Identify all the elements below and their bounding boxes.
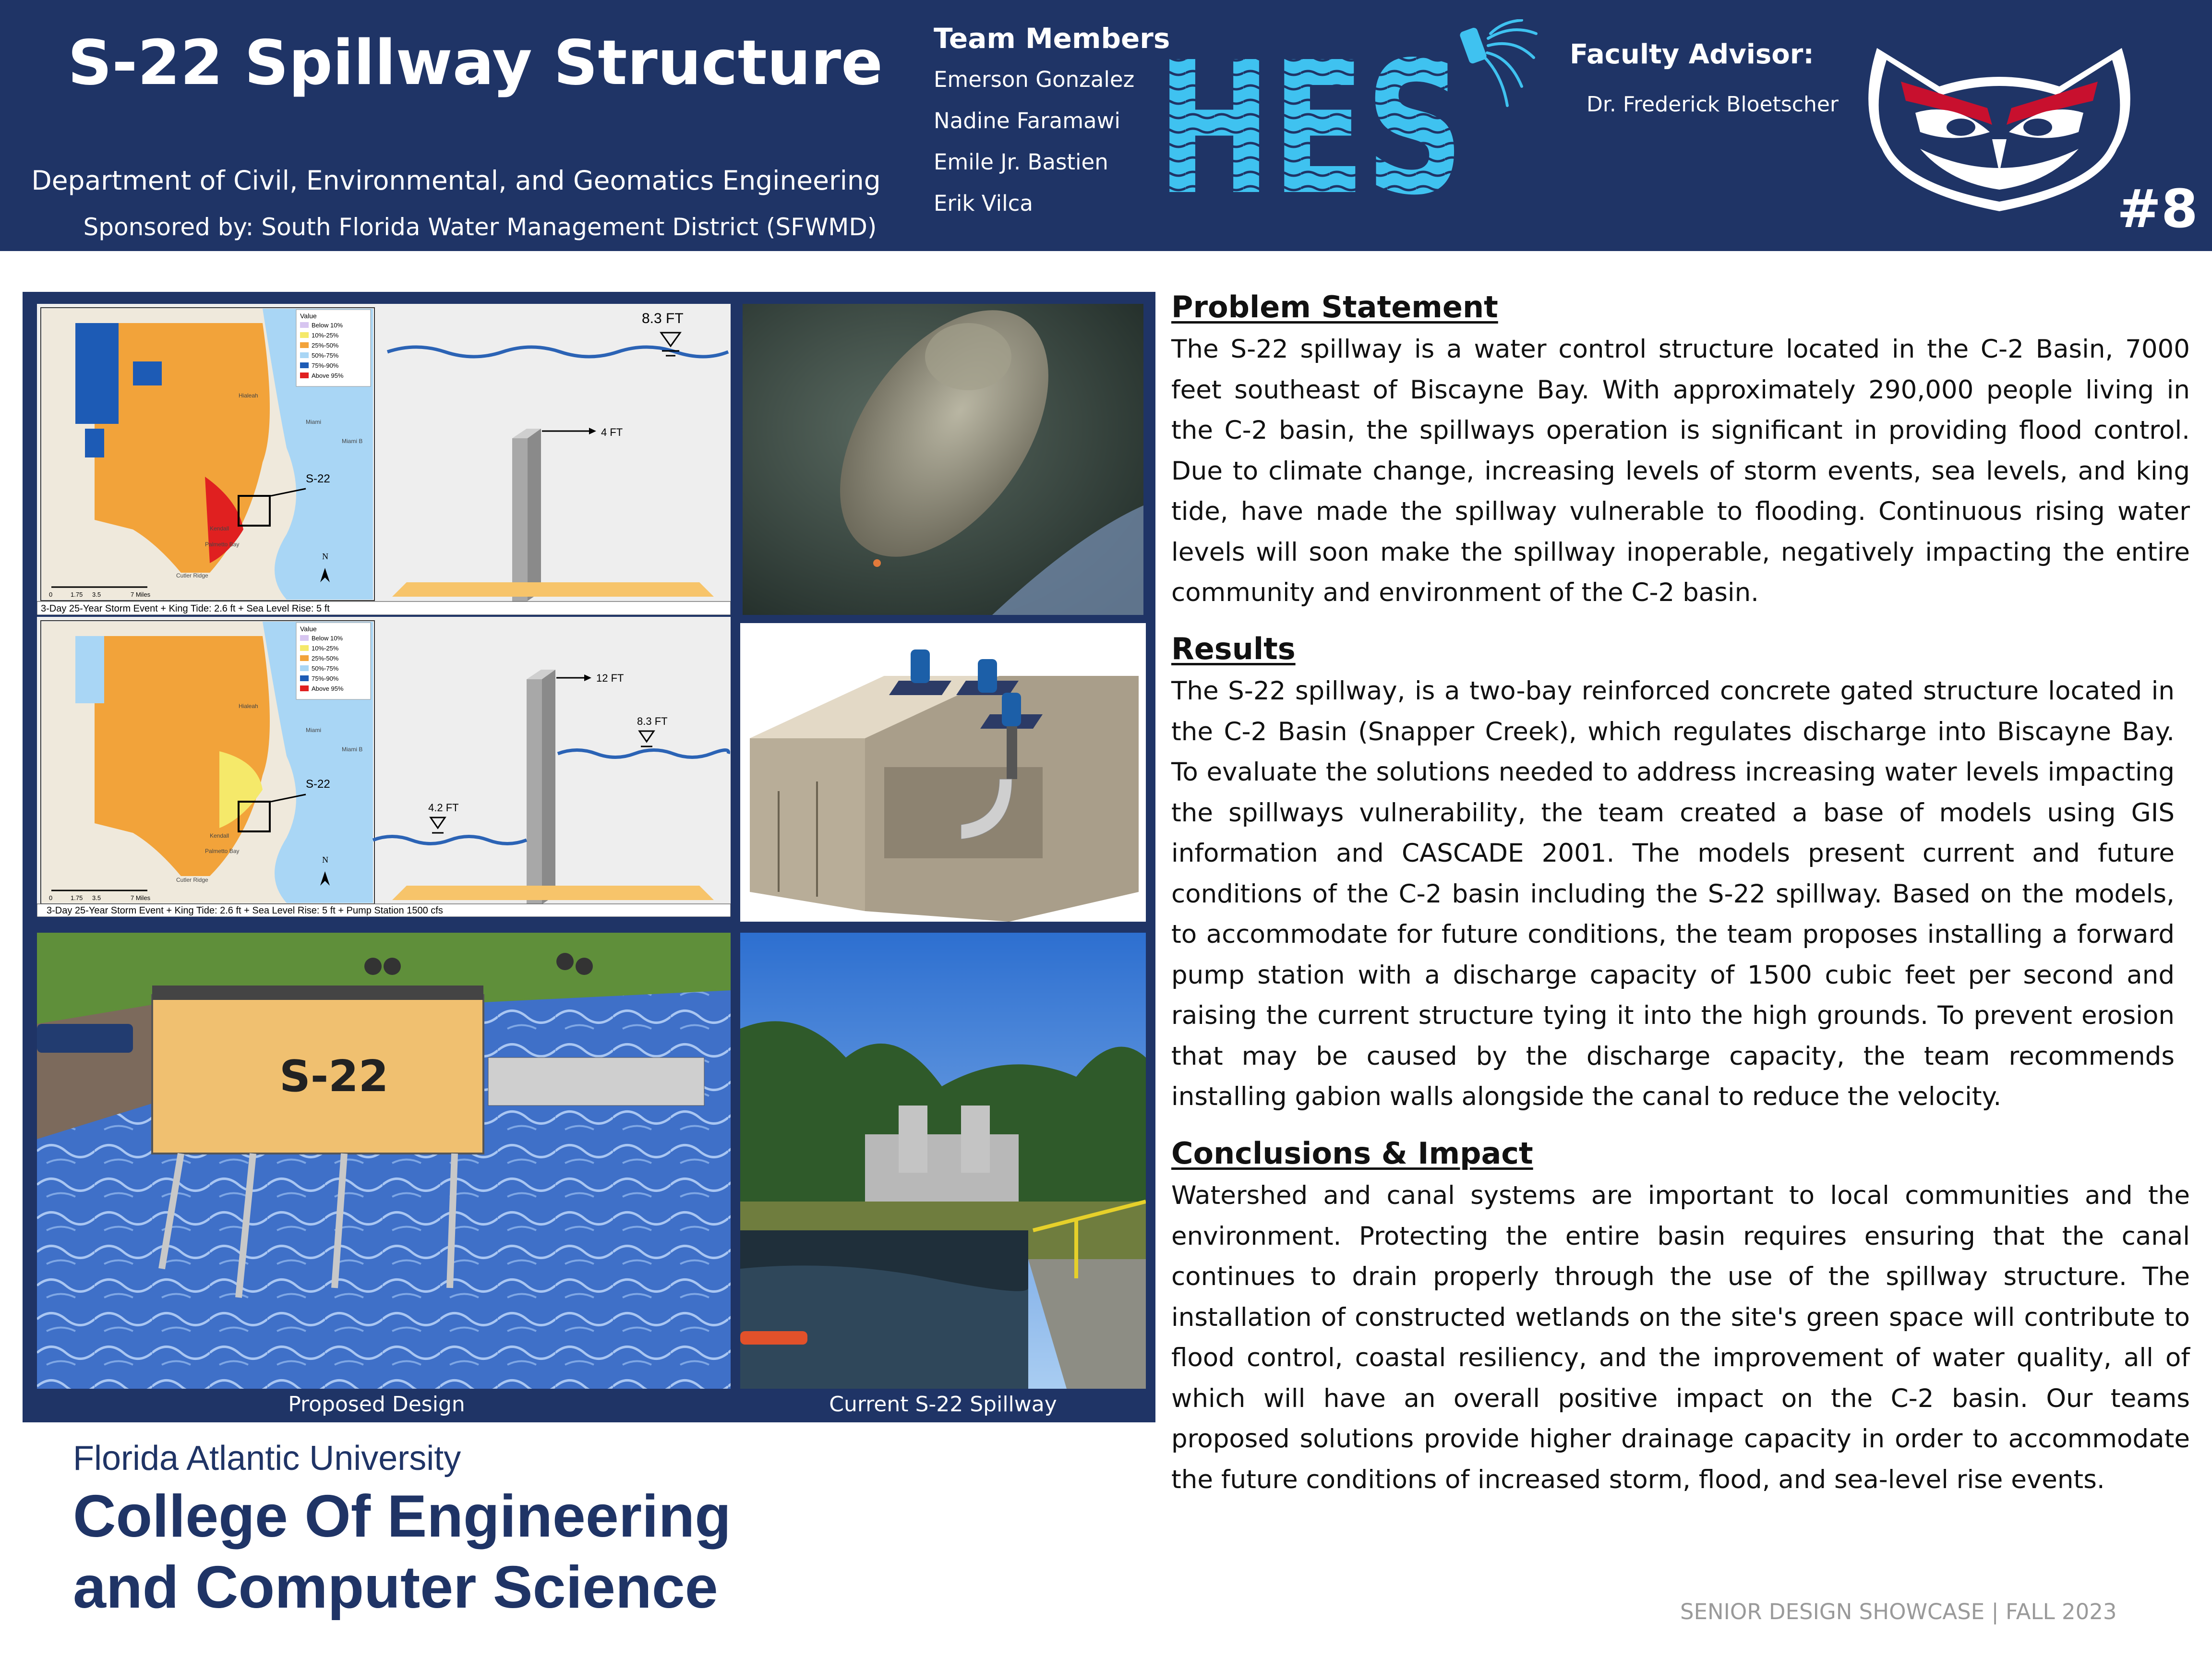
pump-icon — [1002, 693, 1021, 726]
university-name: Florida Atlantic University — [73, 1439, 461, 1478]
team-member: Emerson Gonzalez — [934, 67, 1135, 92]
proposed-design-rendering — [37, 933, 731, 1389]
north-label: N — [322, 855, 328, 865]
faculty-advisor-name: Dr. Frederick Bloetscher — [1587, 92, 1839, 117]
flood-map-current — [37, 304, 731, 615]
place-label: Kendall — [210, 525, 229, 532]
team-member: Erik Vilca — [934, 191, 1033, 216]
map-legend — [296, 623, 371, 699]
pump-icon — [911, 649, 930, 683]
problem-statement-heading: Problem Statement — [1171, 289, 1498, 325]
legend-item: Below 10% — [312, 635, 343, 642]
place-label: Miami B — [342, 746, 363, 753]
college-name — [73, 1481, 841, 1623]
place-label: Palmetto Bay — [205, 541, 240, 548]
caption-current-spillway: Current S-22 Spillway — [829, 1392, 1057, 1417]
legend-item: 25%-50% — [312, 342, 339, 349]
place-label: Hialeah — [239, 703, 258, 709]
map-caption: 3-Day 25-Year Storm Event + King Tide: 2.6 ft + Sea Level Rise: 5 ft + Pump Station 1500 cfs — [47, 905, 443, 916]
legend-item: 50%-75% — [312, 665, 339, 672]
water-elevation-label: 8.3 FT — [637, 715, 668, 727]
place-label: Kendall — [210, 832, 229, 839]
problem-statement-section — [1171, 288, 2190, 613]
conclusions-section — [1171, 1134, 2190, 1500]
legend-title: Value — [300, 312, 317, 320]
scale-label: 3.5 — [92, 591, 101, 598]
scale-label: 7 Miles — [131, 591, 151, 598]
legend-item: 25%-50% — [312, 655, 339, 662]
legend-item: Below 10% — [312, 322, 343, 329]
legend-title: Value — [300, 625, 317, 633]
owl-logo-icon — [1848, 29, 2151, 221]
place-label: Cutler Ridge — [176, 572, 208, 579]
logo-text: HES — [1157, 23, 1464, 202]
flood-map-proposed — [37, 617, 731, 917]
team-member: Emile Jr. Bastien — [934, 149, 1108, 175]
legend-item: 10%-25% — [312, 645, 339, 652]
place-label: Hialeah — [239, 392, 258, 399]
faculty-advisor-heading: Faculty Advisor: — [1570, 39, 1814, 70]
college-name-line: College Of Engineering — [73, 1483, 732, 1550]
figure-panel — [23, 292, 1155, 1422]
truck-icon — [37, 1024, 133, 1053]
conclusions-body: Watershed and canal systems are important to local communities and the environment. Protecting the entire basin requires ensuring that the canal continues to drain properly through the use of the spillway structure. The installation of constructed wetlands on the site's green space will contribute to flood control, coastal resiliency, and the improvement of water quality, all of which will have an overall positive impact on the C-2 basin. Our teams proposed solutions provide higher drainage capacity in order to accommodate the future conditions of increased storm, flood, and sea-level rise events. — [1171, 1181, 2190, 1494]
manatee-photo — [743, 304, 1143, 615]
legend-item: 75%-90% — [312, 675, 339, 682]
map-caption: 3-Day 25-Year Storm Event + King Tide: 2.6 ft + Sea Level Rise: 5 ft — [41, 603, 330, 614]
legend-item: 50%-75% — [312, 352, 339, 359]
hes-logo — [1157, 19, 1541, 202]
north-label: N — [322, 552, 328, 561]
legend-item: 75%-90% — [312, 362, 339, 369]
results-heading: Results — [1171, 631, 1296, 666]
scale-label: 1.75 — [71, 591, 83, 598]
water-elevation-label: 4.2 FT — [428, 802, 459, 814]
department-name: Department of Civil, Environmental, and Geomatics Engineering — [31, 165, 881, 196]
scale-label: 3.5 — [92, 894, 101, 902]
team-members-list — [934, 62, 1134, 228]
boom-buoy-icon — [740, 1331, 807, 1345]
wall-height-label: 12 FT — [596, 672, 624, 684]
team-member: Nadine Faramawi — [934, 108, 1120, 133]
legend-item: 10%-25% — [312, 332, 339, 339]
wall-height-label: 4 FT — [601, 426, 623, 438]
s22-map-label: S-22 — [306, 778, 330, 791]
results-section — [1171, 630, 2175, 1118]
structure-sign: S-22 — [279, 1051, 389, 1102]
scale-label: 0 — [49, 894, 53, 902]
problem-statement-body: The S-22 spillway is a water control structure located in the C-2 Basin, 7000 feet southeast of Biscayne Bay. With approximately 290,000 people living in the C-2 basin, the spillways operation is significant in providing flood control. Due to climate change, increasing levels of storm events, sea levels, and king tide, have made the spillway vulnerable to flooding. Continuous rising water levels will soon make the spillway inoperable, negatively impacting the entire community and environment of the C-2 basin. — [1171, 335, 2190, 607]
poster-header — [0, 0, 2212, 251]
legend-item: Above 95% — [312, 372, 344, 379]
water-spray-icon — [1459, 20, 1536, 106]
scale-label: 7 Miles — [131, 894, 151, 902]
sponsor-line: Sponsored by: South Florida Water Management District (SFWMD) — [83, 213, 877, 241]
scale-label: 0 — [49, 591, 53, 598]
place-label: Miami — [306, 727, 321, 733]
place-label: Cutler Ridge — [176, 877, 208, 883]
conclusions-heading: Conclusions & Impact — [1171, 1136, 1533, 1171]
map-legend — [296, 310, 371, 386]
place-label: Miami B — [342, 438, 363, 445]
place-label: Miami — [306, 419, 321, 425]
project-number: #8 — [2117, 178, 2198, 240]
s22-map-label: S-22 — [306, 472, 330, 485]
caption-proposed-design: Proposed Design — [288, 1392, 465, 1417]
pump-station-cad-model — [740, 623, 1146, 922]
scale-label: 1.75 — [71, 894, 83, 902]
poster-title: S-22 Spillway Structure — [68, 27, 883, 99]
results-body: The S-22 spillway, is a two-bay reinforced concrete gated structure located in the C-2 Basin (Snapper Creek), which regulates discharge into Biscayne Bay. To evaluate the solutions needed to address increasing water levels impacting the spillways vulnerability, the team created a base of models using GIS information and CASCADE 2001. The models present current and future conditions of the C-2 basin including the S-22 spillway. Based on the models, to accommodate for future conditions, the team proposes installing a forward pump station with a discharge capacity of 1500 cubic feet per second and raising the current structure tying it into the high grounds. To prevent erosion that may be caused by the discharge capacity, the team recommends installing gabion walls alongside the canal to reduce the velocity. — [1171, 676, 2175, 1111]
water-elevation-label: 8.3 FT — [642, 311, 684, 326]
legend-item: Above 95% — [312, 685, 344, 692]
current-spillway-photo — [740, 933, 1146, 1389]
pump-icon — [978, 659, 997, 693]
team-members-heading: Team Members — [934, 22, 1170, 55]
place-label: Palmetto Bay — [205, 848, 240, 854]
college-name-line: and Computer Science — [73, 1554, 718, 1621]
showcase-footer: SENIOR DESIGN SHOWCASE | FALL 2023 — [1680, 1599, 2117, 1624]
